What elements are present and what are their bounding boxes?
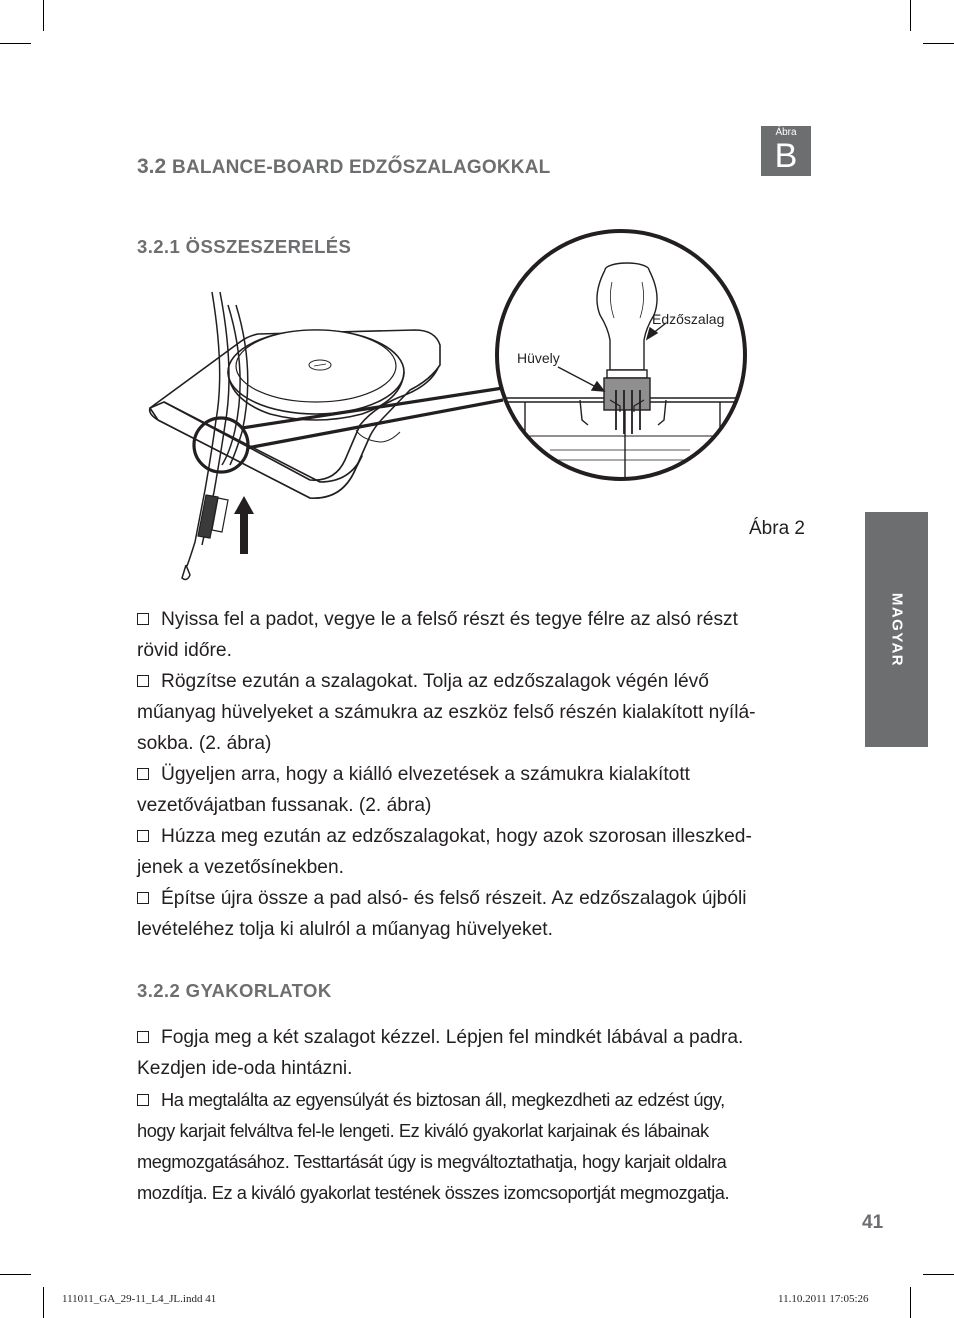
section-title: BALANCE-BOARD EDZŐSZALAGOKKAL: [172, 157, 551, 178]
crop-mark: [0, 43, 31, 44]
footer-timestamp: 11.10.2011 17:05:26: [778, 1293, 869, 1305]
list-item: Rögzítse ezután a szalagokat. Tolja az edzőszalagok végén lévő műanyag hüvelyeket a számukra az eszköz felső részén kialakított nyílá- sokba. (2. ábra): [137, 671, 756, 754]
section-heading: [137, 155, 550, 179]
crop-mark: [923, 43, 954, 44]
board-drawing: [150, 330, 440, 498]
page-number: 41: [862, 1212, 884, 1233]
checkbox-bullet-icon: [137, 768, 149, 780]
section-number: 3.2: [137, 155, 167, 178]
crop-mark: [43, 0, 44, 31]
crop-mark: [910, 1287, 911, 1318]
checkbox-bullet-icon: [137, 1031, 149, 1043]
crop-mark: [43, 1287, 44, 1318]
list-item: Építse újra össze a pad alsó- és felső részeit. Az edzőszalagok újbóli levételéhez tolja ki alulról a műanyag hüvelyeket.: [137, 888, 747, 940]
up-arrow-icon: [234, 496, 254, 554]
figure-badge-letter: B: [774, 137, 798, 175]
language-tab-label: MAGYAR: [888, 592, 905, 667]
list-item: Húzza meg ezután az edzőszalagokat, hogy azok szorosan illeszked- jenek a vezetősínekben.: [137, 826, 752, 878]
list-item: Ügyeljen arra, hogy a kiálló elvezetések a számukra kialakított vezetővájatban fussanak. (2. ábra): [137, 764, 690, 816]
list-item: Fogja meg a két szalagot kézzel. Lépjen fel mindkét lábával a padra. Kezdjen ide-oda hintázni.: [137, 1027, 744, 1079]
footer-file: 111011_GA_29-11_L4_JL.indd 41: [62, 1293, 217, 1305]
figure-caption: Ábra 2: [749, 518, 805, 539]
crop-mark: [0, 1274, 31, 1275]
crop-mark: [923, 1274, 954, 1275]
exercise-instructions: [137, 1022, 817, 1208]
checkbox-bullet-icon: [137, 830, 149, 842]
label-sleeve: Hüvely: [517, 350, 560, 366]
checkbox-bullet-icon: [137, 675, 149, 687]
figure-badge: [761, 126, 811, 176]
language-tab: [865, 512, 928, 747]
checkbox-bullet-icon: [137, 1094, 149, 1106]
checkbox-bullet-icon: [137, 613, 149, 625]
label-band: Edzőszalag: [652, 311, 725, 327]
checkbox-bullet-icon: [137, 892, 149, 904]
crop-mark: [910, 0, 911, 31]
list-item: Nyissa fel a padot, vegye le a felső részt és tegye félre az alsó részt rövid időre.: [137, 609, 738, 661]
assembly-instructions: [137, 604, 817, 945]
subheading-assembly: 3.2.1 ÖSSZESZERELÉS: [137, 236, 352, 257]
balance-board-illustration: [130, 220, 760, 590]
assembly-figure: [130, 220, 760, 590]
subheading-exercises: 3.2.2 GYAKORLATOK: [137, 980, 332, 1001]
list-item: Ha megtalálta az egyensúlyát és biztosan áll, megkezdheti az edzést úgy, hogy karjait felváltva fel-le lengeti. Ez kiváló gyakorlat karjainak és lábainak megmozgatásához. Testtartását úgy is megváltoztathatja, hogy karjait oldalra mozdítja. Ez a kiváló gyakorlat testének összes izomcsoportját megmozgatja.: [137, 1089, 730, 1203]
figure-badge-label: Ábra: [775, 127, 797, 138]
